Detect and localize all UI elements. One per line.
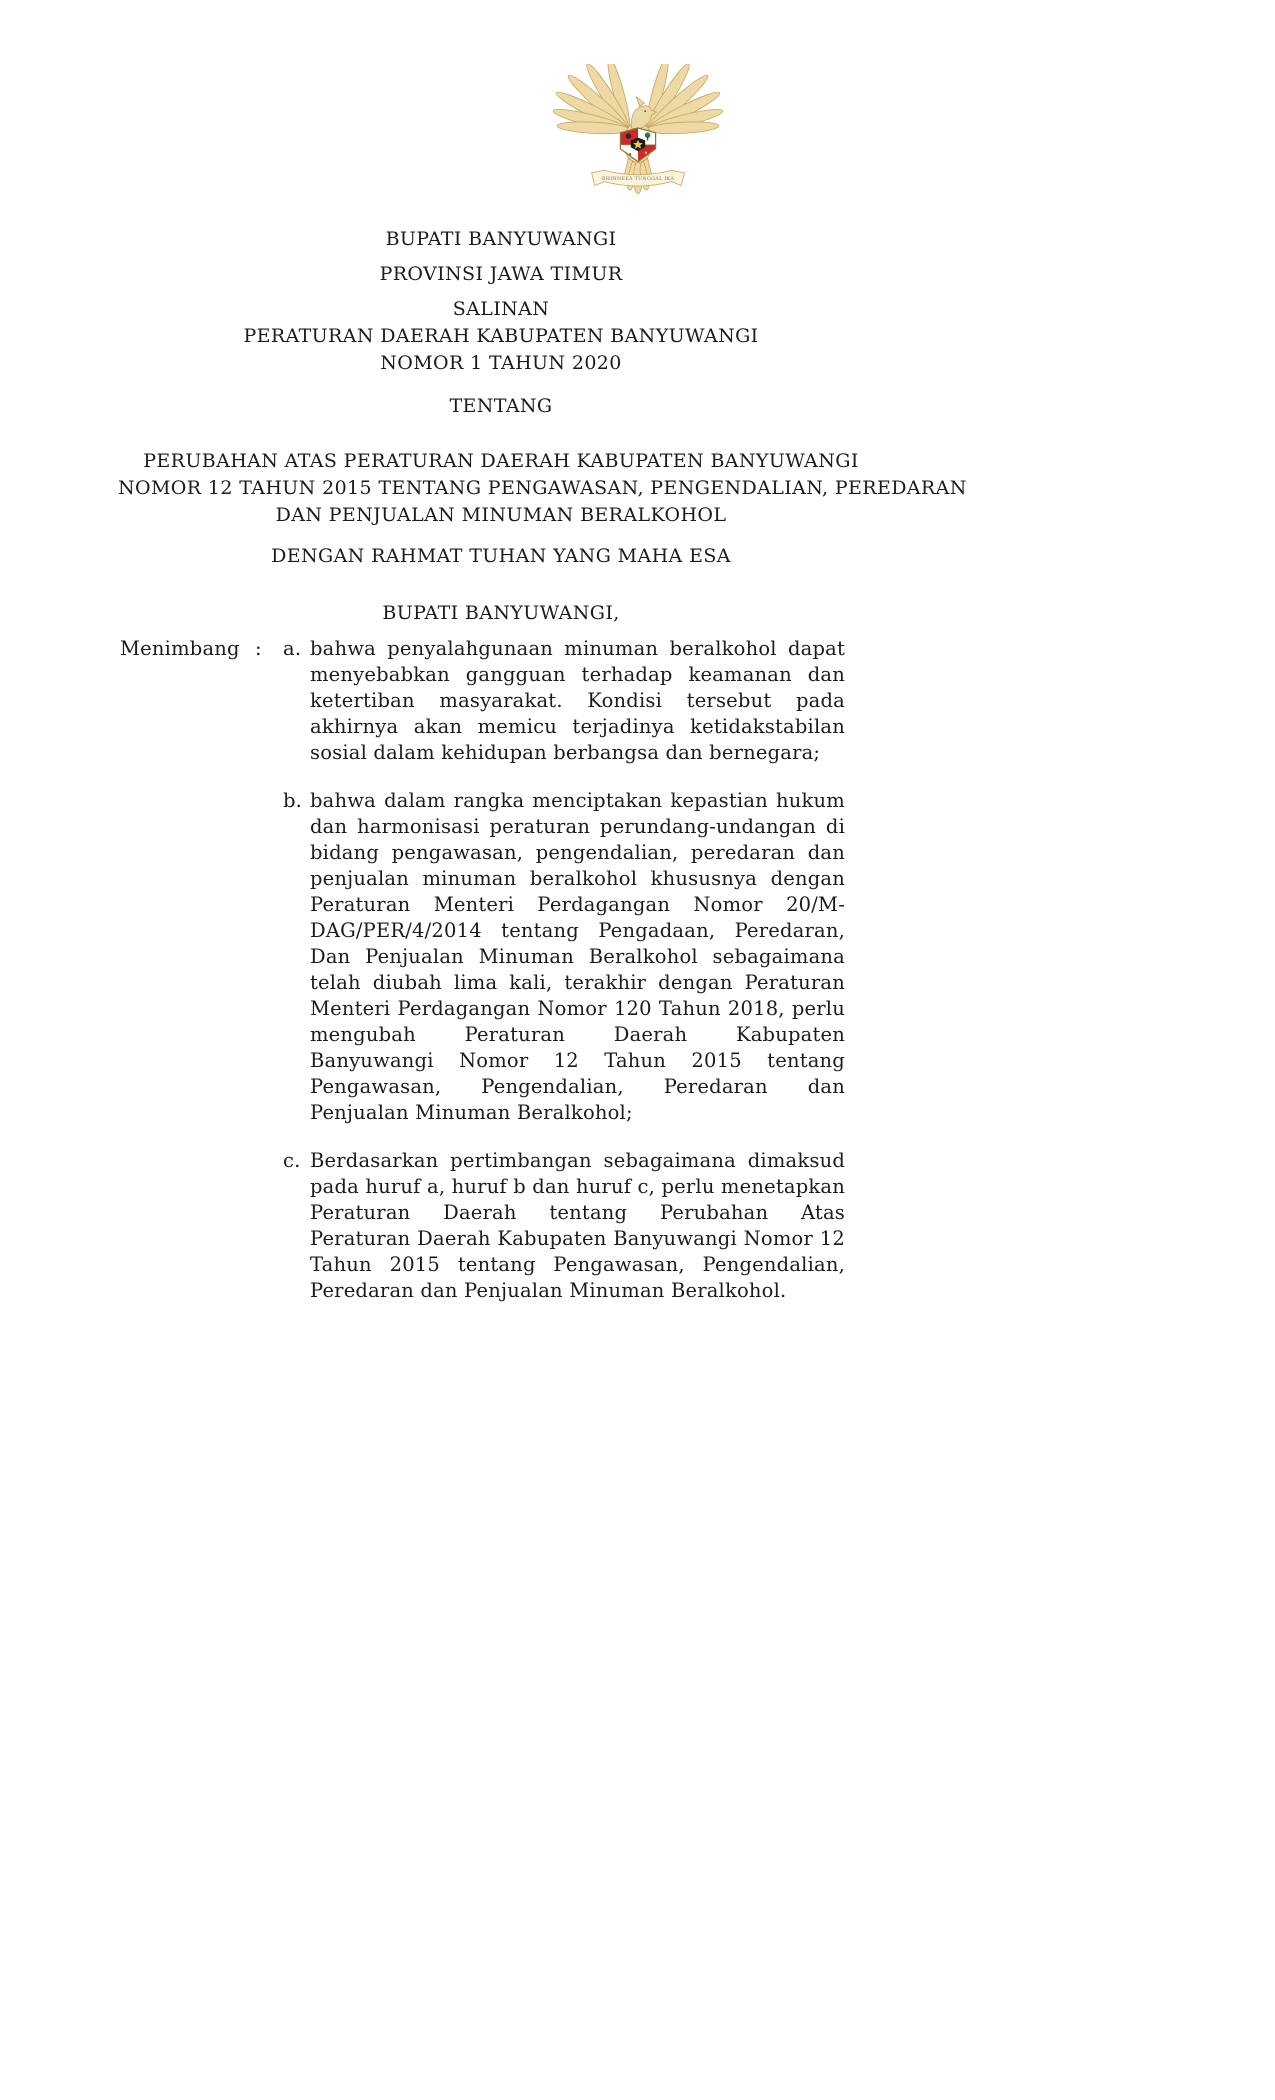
considerations-section (118, 636, 884, 1304)
item-text: bahwa dalam rangka menciptakan kepastian hukum dan harmonisasi peraturan perundang-undangan di bidang pengawasan, pengendalian, peredaran dan penjualan minuman beralkohol khususnya dengan Peraturan Menteri Perdagangan Nomor 20/M-DAG/PER/4/2014 tentang Pengadaan, Peredaran, Dan Penjualan Minuman Beralkohol sebagaimana telah diubah lima kali, terakhir dengan Peraturan Menteri Perdagangan Nomor 120 Tahun 2018, perlu mengubah Peraturan Daerah Kabupaten Banyuwangi Nomor 12 Tahun 2015 tentang Pengawasan, Pengendalian, Peredaran dan Penjualan Minuman Beralkohol; (310, 789, 845, 1124)
item-text: bahwa penyalahgunaan minuman beralkohol dapat menyebabkan gangguan terhadap keamanan dan ketertiban masyarakat. Kondisi tersebut pada akhirnya akan memicu terjadinya ketidakstabilan sosial dalam kehidupan berbangsa dan bernegara; (310, 637, 845, 764)
emblem-container (0, 64, 1275, 204)
authority-title: BUPATI BANYUWANGI (385, 228, 617, 250)
considerations-colon: : (255, 637, 262, 660)
regulation-title: PERATURAN DAERAH KABUPATEN BANYUWANGI (243, 325, 759, 347)
document-content (118, 226, 967, 1304)
subject-line-3: DAN PENJUALAN MINUMAN BERALKOHOL (275, 504, 727, 526)
garuda-pancasila-emblem (550, 64, 726, 200)
considerations-label: Menimbang (120, 637, 240, 660)
regulation-subject (118, 448, 967, 529)
consideration-item-b (283, 788, 845, 1126)
subject-line-1: PERUBAHAN ATAS PERATURAN DAERAH KABUPATEN BANYUWANGI (143, 450, 859, 472)
pancasila-shield (618, 126, 656, 163)
subject-line-2: NOMOR 12 TAHUN 2015 TENTANG PENGAWASAN, PENGENDALIAN, PEREDARAN (118, 477, 967, 499)
regulation-number: NOMOR 1 TAHUN 2020 (380, 352, 622, 374)
item-letter: a. (283, 637, 302, 660)
about-label: TENTANG (449, 395, 553, 417)
enacting-official: BUPATI BANYUWANGI, (382, 602, 620, 624)
consideration-item-c (283, 1148, 845, 1304)
province-title: PROVINSI JAWA TIMUR (379, 263, 623, 285)
copy-label: SALINAN (452, 298, 550, 320)
item-text: Berdasarkan pertimbangan sebagaimana dimaksud pada huruf a, huruf b dan huruf c, perlu menetapkan Peraturan Daerah tentang Perubahan Atas Peraturan Daerah Kabupaten Banyuwangi Nomor 12 Tahun 2015 tentang Pengawasan, Pengendalian, Peredaran dan Penjualan Minuman Beralkohol. (310, 1149, 845, 1302)
emblem-banner-text: BHINNEKA TUNGGAL IKA (601, 177, 674, 182)
item-letter: b. (283, 789, 303, 812)
consideration-item-a (283, 636, 845, 766)
considerations-list (283, 636, 884, 1304)
invocation-line: DENGAN RAHMAT TUHAN YANG MAHA ESA (271, 545, 731, 567)
item-letter: c. (283, 1149, 301, 1172)
